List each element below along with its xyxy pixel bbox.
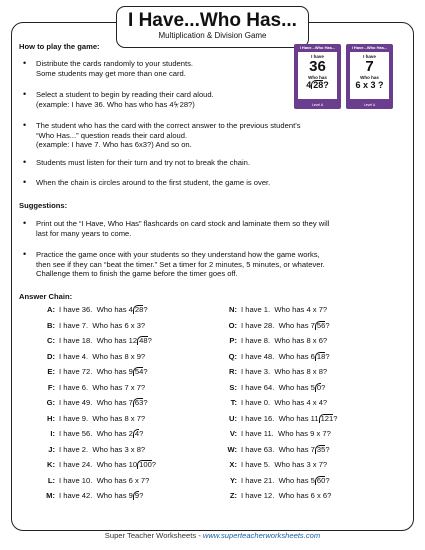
chain-have: I have 21. bbox=[241, 475, 275, 485]
chain-have: I have 7. bbox=[59, 320, 89, 330]
chain-row bbox=[226, 414, 337, 423]
chain-letter: A: bbox=[46, 305, 55, 314]
bullet-line: • Practice the game once with your students so they understand how the game works, bbox=[36, 250, 320, 259]
chain-row bbox=[44, 336, 152, 345]
chain-who: Who has bbox=[278, 320, 311, 330]
chain-row bbox=[226, 445, 330, 454]
chain-row bbox=[44, 305, 148, 314]
bullet-line: (example: I have 36. Who has who has 4⏧28?) bbox=[36, 99, 195, 109]
chain-who: Who has 9 x 7? bbox=[278, 429, 331, 438]
chain-letter: N: bbox=[228, 305, 237, 314]
how-bullet bbox=[36, 121, 301, 150]
sugg-bullet bbox=[36, 250, 325, 279]
example-card-2 bbox=[346, 44, 393, 109]
chain-letter: V: bbox=[229, 429, 237, 438]
chain-qmark: ? bbox=[321, 382, 326, 392]
chain-letter: I: bbox=[50, 429, 55, 438]
chain-dividend: 54 bbox=[134, 367, 144, 376]
chain-who: Who has 8 x 6? bbox=[274, 336, 328, 345]
chain-have: I have 16. bbox=[241, 413, 275, 423]
chain-who: Who has bbox=[96, 429, 129, 438]
chain-divisor: 10 bbox=[128, 460, 138, 469]
chain-divisor: 7 bbox=[128, 398, 133, 407]
card-ihave: I have bbox=[311, 54, 324, 59]
bullet-line: “Who Has...” question reads their card aloud. bbox=[36, 130, 188, 140]
chain-have: I have 56. bbox=[59, 429, 93, 438]
chain-letter: D: bbox=[46, 351, 55, 361]
chain-have: I have 49. bbox=[59, 398, 93, 407]
chain-divisor: 4 bbox=[128, 305, 133, 314]
chain-qmark: ? bbox=[143, 305, 148, 314]
chain-who: Who has 4 x 7? bbox=[274, 305, 328, 314]
card-question: 4 28? bbox=[306, 80, 329, 90]
chain-letter: X: bbox=[229, 460, 237, 469]
bullet-line: then see if they can “beat the timer.” Set a timer for 2 minutes, 5 minutes, or whatever. bbox=[36, 259, 325, 269]
chain-have: I have 12. bbox=[241, 491, 275, 500]
how-bullet bbox=[36, 90, 214, 109]
chain-letter: C: bbox=[46, 336, 55, 345]
suggestions-heading: Suggestions: bbox=[19, 201, 68, 210]
chain-dividend: 63 bbox=[134, 398, 144, 407]
chain-divisor: 7 bbox=[310, 444, 315, 454]
how-bullet bbox=[36, 59, 193, 78]
chain-row bbox=[44, 414, 145, 423]
page-subtitle: Multiplication & Division Game bbox=[158, 31, 267, 40]
chain-letter: Y: bbox=[229, 475, 237, 485]
chain-qmark: ? bbox=[139, 491, 144, 500]
chain-letter: O: bbox=[228, 320, 237, 330]
bullet-line: • The student who has the card with the correct answer to the previous student’s bbox=[36, 121, 301, 130]
card-number: 36 bbox=[309, 58, 326, 75]
chain-qmark: ? bbox=[151, 460, 157, 469]
footer-text: Super Teacher Worksheets - bbox=[104, 531, 203, 540]
chain-who: Who has 4 x 4? bbox=[274, 398, 328, 407]
chain-qmark: ? bbox=[143, 367, 148, 376]
chain-row bbox=[44, 398, 148, 407]
chain-have: I have 3. bbox=[241, 367, 271, 376]
chain-have: I have 0. bbox=[241, 398, 271, 407]
card-whohas: Who has bbox=[308, 75, 327, 80]
chain-row bbox=[44, 445, 145, 454]
chain-dividend: 4 bbox=[134, 429, 140, 438]
chain-dividend: 18 bbox=[316, 351, 326, 361]
chain-divisor: 7 bbox=[310, 320, 315, 330]
chain-who: Who has bbox=[278, 351, 311, 361]
chain-divisor: 2 bbox=[128, 429, 133, 438]
chain-letter: T: bbox=[230, 398, 237, 407]
chain-who: Who has 6 x 6? bbox=[278, 491, 332, 500]
chain-have: I have 1. bbox=[241, 305, 271, 314]
chain-who: Who has bbox=[96, 367, 129, 376]
chain-qmark: ? bbox=[147, 336, 152, 345]
chain-row bbox=[226, 336, 327, 345]
chain-have: I have 24. bbox=[59, 460, 93, 469]
chain-row bbox=[44, 383, 145, 392]
chain-letter: L: bbox=[47, 475, 55, 485]
answer-chain-heading: Answer Chain: bbox=[19, 292, 73, 301]
bullet-line: last for many years to come. bbox=[36, 228, 132, 238]
chain-have: I have 64. bbox=[241, 382, 275, 392]
chain-who: Who has bbox=[96, 398, 129, 407]
chain-have: I have 4. bbox=[59, 351, 89, 361]
chain-row bbox=[226, 476, 330, 485]
chain-dividend: 35 bbox=[316, 444, 326, 454]
chain-who: Who has bbox=[278, 444, 311, 454]
chain-qmark: ? bbox=[333, 413, 338, 423]
chain-have: I have 8. bbox=[241, 336, 271, 345]
card-number: 7 bbox=[365, 58, 374, 75]
chain-have: I have 42. bbox=[59, 491, 93, 500]
chain-have: I have 36. bbox=[59, 305, 93, 314]
card-level: Level A bbox=[363, 103, 376, 107]
chain-divisor: 11 bbox=[310, 413, 319, 423]
chain-letter: P: bbox=[229, 336, 237, 345]
chain-dividend: 48 bbox=[139, 336, 148, 345]
chain-dividend: 28 bbox=[134, 305, 144, 314]
chain-have: I have 63. bbox=[241, 444, 275, 454]
chain-row bbox=[44, 429, 143, 438]
chain-row bbox=[226, 321, 330, 330]
card-top: I Have...Who Has... bbox=[351, 45, 388, 50]
chain-have: I have 9. bbox=[59, 413, 89, 423]
chain-who: Who has bbox=[278, 382, 311, 392]
chain-have: I have 10. bbox=[59, 475, 93, 485]
chain-letter: K: bbox=[46, 460, 55, 469]
chain-letter: E: bbox=[47, 367, 55, 376]
how-heading: How to play the game: bbox=[19, 42, 100, 51]
chain-divisor: 9 bbox=[128, 491, 133, 500]
chain-have: I have 6. bbox=[59, 382, 89, 392]
bullet-line: • Students must listen for their turn and try not to break the chain. bbox=[36, 158, 251, 167]
chain-have: I have 48. bbox=[241, 351, 275, 361]
bullet-line: • Select a student to begin by reading their card aloud. bbox=[36, 90, 214, 99]
bullet-line: • Print out the “I Have, Who Has” flashcards on card stock and laminate them so they will bbox=[36, 219, 330, 228]
chain-qmark: ? bbox=[325, 320, 330, 330]
footer bbox=[0, 531, 425, 540]
chain-row bbox=[44, 460, 156, 469]
chain-dividend: 56 bbox=[316, 320, 326, 330]
chain-dividend: 121 bbox=[320, 413, 334, 423]
chain-who: Who has 6 x 7? bbox=[96, 475, 150, 485]
chain-who: Who has bbox=[278, 413, 311, 423]
how-bullet bbox=[36, 178, 270, 188]
chain-who: Who has 7 x 7? bbox=[92, 382, 146, 392]
sugg-bullet bbox=[36, 219, 329, 238]
chain-divisor: 12 bbox=[128, 336, 138, 345]
chain-divisor: 6 bbox=[310, 351, 315, 361]
chain-dividend: 0 bbox=[316, 382, 322, 392]
chain-row bbox=[226, 460, 327, 469]
chain-qmark: ? bbox=[325, 444, 330, 454]
chain-divisor: 5 bbox=[310, 475, 315, 485]
chain-have: I have 2. bbox=[59, 444, 89, 454]
chain-have: I have 72. bbox=[59, 367, 93, 376]
chain-qmark: ? bbox=[325, 351, 330, 361]
page-title: I Have...Who Has... bbox=[128, 10, 297, 31]
chain-row bbox=[44, 367, 148, 376]
chain-letter: Z: bbox=[229, 491, 237, 500]
chain-row bbox=[44, 321, 145, 330]
chain-letter: M: bbox=[46, 491, 55, 500]
chain-dividend: 100 bbox=[139, 460, 152, 469]
chain-who: Who has bbox=[96, 491, 129, 500]
chain-who: Who has bbox=[96, 336, 129, 345]
chain-divisor: 5 bbox=[310, 382, 315, 392]
chain-row bbox=[44, 491, 143, 500]
chain-row bbox=[226, 491, 331, 500]
chain-row bbox=[226, 429, 331, 438]
chain-who: Who has 3 x 8? bbox=[92, 444, 146, 454]
chain-letter: H: bbox=[46, 413, 55, 423]
bullet-line: • Distribute the cards randomly to your students. bbox=[36, 59, 194, 68]
bullet-line: (example: I have 7. Who has 6x3?) And so on. bbox=[36, 140, 192, 150]
chain-letter: S: bbox=[229, 382, 237, 392]
card-ihave: I have bbox=[363, 54, 376, 59]
example-card-1 bbox=[294, 44, 341, 109]
chain-row bbox=[44, 352, 145, 361]
footer-url: www.superteacherworksheets.com bbox=[202, 531, 321, 540]
chain-have: I have 11. bbox=[241, 429, 274, 438]
chain-row bbox=[44, 476, 149, 485]
chain-letter: F: bbox=[47, 382, 55, 392]
chain-have: I have 28. bbox=[241, 320, 275, 330]
chain-who: Who has 8 x 9? bbox=[92, 351, 146, 361]
title-box bbox=[116, 6, 309, 48]
chain-dividend: 60 bbox=[316, 475, 326, 485]
chain-who: Who has 3 x 7? bbox=[274, 460, 328, 469]
bullet-line: Challenge them to finish the game before the timer goes off. bbox=[36, 269, 238, 279]
chain-letter: Q: bbox=[228, 351, 237, 361]
chain-dividend: 9 bbox=[134, 491, 140, 500]
chain-who: Who has 6 x 3? bbox=[92, 320, 146, 330]
chain-who: Who has bbox=[278, 475, 311, 485]
chain-divisor: 9 bbox=[128, 367, 133, 376]
card-question: 6 x 3 ? bbox=[355, 80, 384, 90]
chain-who: Who has 8 x 7? bbox=[92, 413, 146, 423]
chain-row bbox=[226, 352, 330, 361]
card-whohas: Who has bbox=[360, 75, 379, 80]
chain-letter: R: bbox=[228, 367, 237, 376]
chain-who: Who has 8 x 8? bbox=[274, 367, 328, 376]
chain-letter: B: bbox=[46, 320, 55, 330]
card-top: I Have...Who Has... bbox=[299, 45, 336, 50]
chain-qmark: ? bbox=[139, 429, 144, 438]
bullet-line: • When the chain is circles around to the first student, the game is over. bbox=[36, 178, 271, 187]
card-level: Level A bbox=[311, 103, 324, 107]
chain-row bbox=[226, 383, 325, 392]
chain-letter: G: bbox=[46, 398, 55, 407]
chain-have: I have 18. bbox=[59, 336, 93, 345]
chain-have: I have 5. bbox=[241, 460, 271, 469]
chain-row bbox=[226, 367, 327, 376]
chain-row bbox=[226, 398, 327, 407]
chain-who: Who has bbox=[96, 305, 129, 314]
chain-letter: W: bbox=[227, 444, 237, 454]
how-bullet bbox=[36, 158, 250, 168]
chain-who: Who has bbox=[96, 460, 129, 469]
chain-qmark: ? bbox=[325, 475, 330, 485]
chain-qmark: ? bbox=[143, 398, 148, 407]
chain-letter: U: bbox=[228, 413, 237, 423]
chain-letter: J: bbox=[48, 444, 55, 454]
chain-row bbox=[226, 305, 327, 314]
bullet-line: Some students may get more than one card. bbox=[36, 68, 186, 78]
